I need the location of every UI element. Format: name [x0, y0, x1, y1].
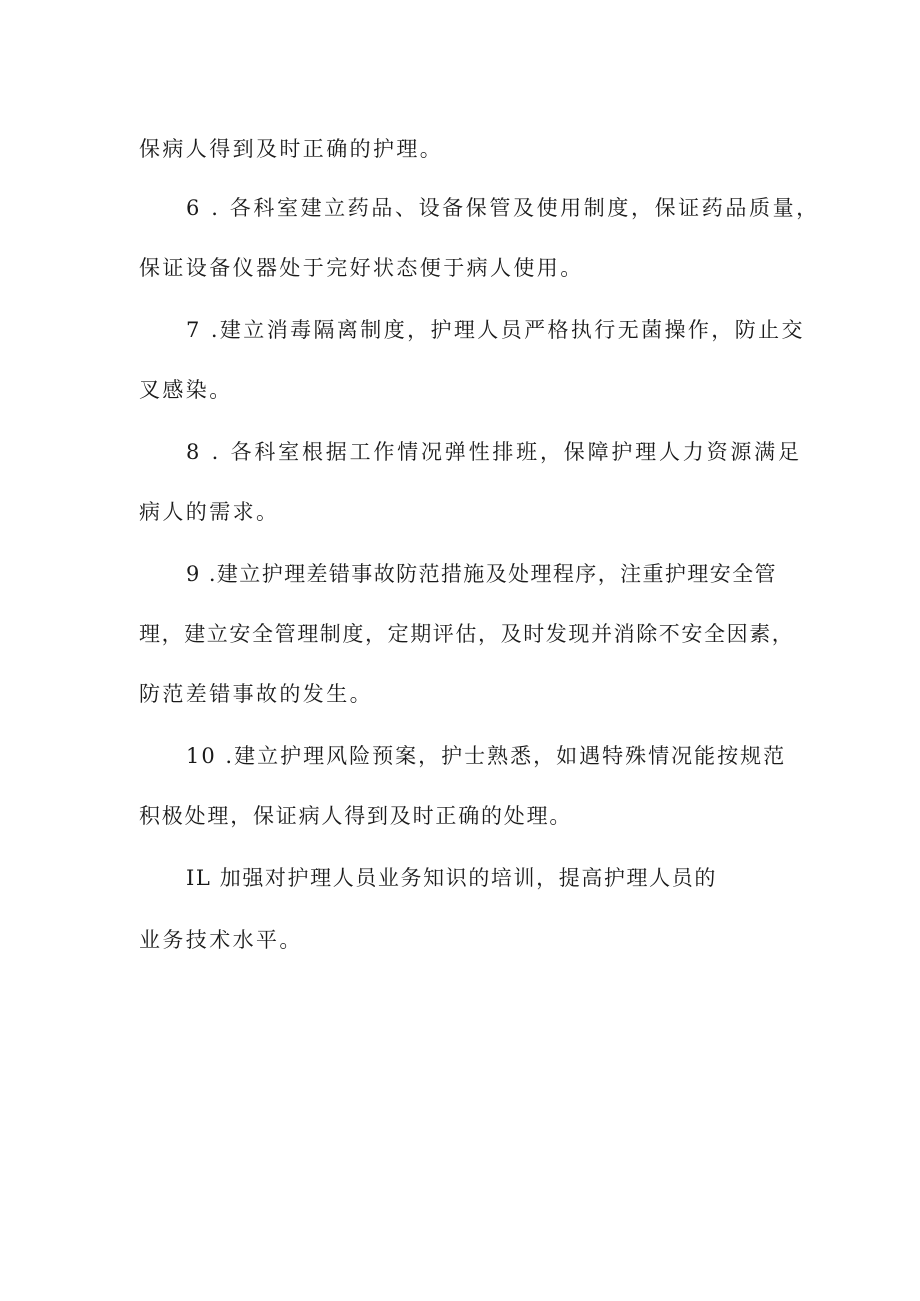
item-11-line-2: 业务技术水平。: [139, 928, 303, 952]
item-11-line-1: IL 加强对护理人员业务知识的培训，提高护理人员的: [186, 866, 717, 890]
text-line: 保病人得到及时正确的护理。: [139, 137, 444, 161]
item-7-line-2: 叉感染。: [139, 378, 233, 402]
item-9-line-3: 防范差错事故的发生。: [139, 682, 373, 706]
item-9-line-1: 9 .建立护理差错事故防范措施及处理程序，注重护理安全管: [186, 562, 777, 586]
item-8-line-2: 病人的需求。: [139, 500, 280, 524]
item-9-line-2: 理，建立安全管理制度，定期评估，及时发现并消除不安全因素，: [139, 622, 795, 646]
item-6-line-2: 保证设备仪器处于完好状态便于病人使用。: [139, 256, 584, 280]
item-8-line-1: 8 . 各科室根据工作情况弹性排班，保障护理人力资源满足: [186, 440, 802, 464]
item-10-line-1: 10 .建立护理风险预案，护士熟悉，如遇特殊情况能按规范: [186, 744, 787, 768]
item-10-line-2: 积极处理，保证病人得到及时正确的处理。: [139, 804, 573, 828]
item-7-line-1: 7 .建立消毒隔离制度，护理人员严格执行无菌操作，防止交: [186, 318, 805, 342]
item-6-line-1: 6 . 各科室建立药品、设备保管及使用制度，保证药品质量，: [186, 196, 820, 220]
